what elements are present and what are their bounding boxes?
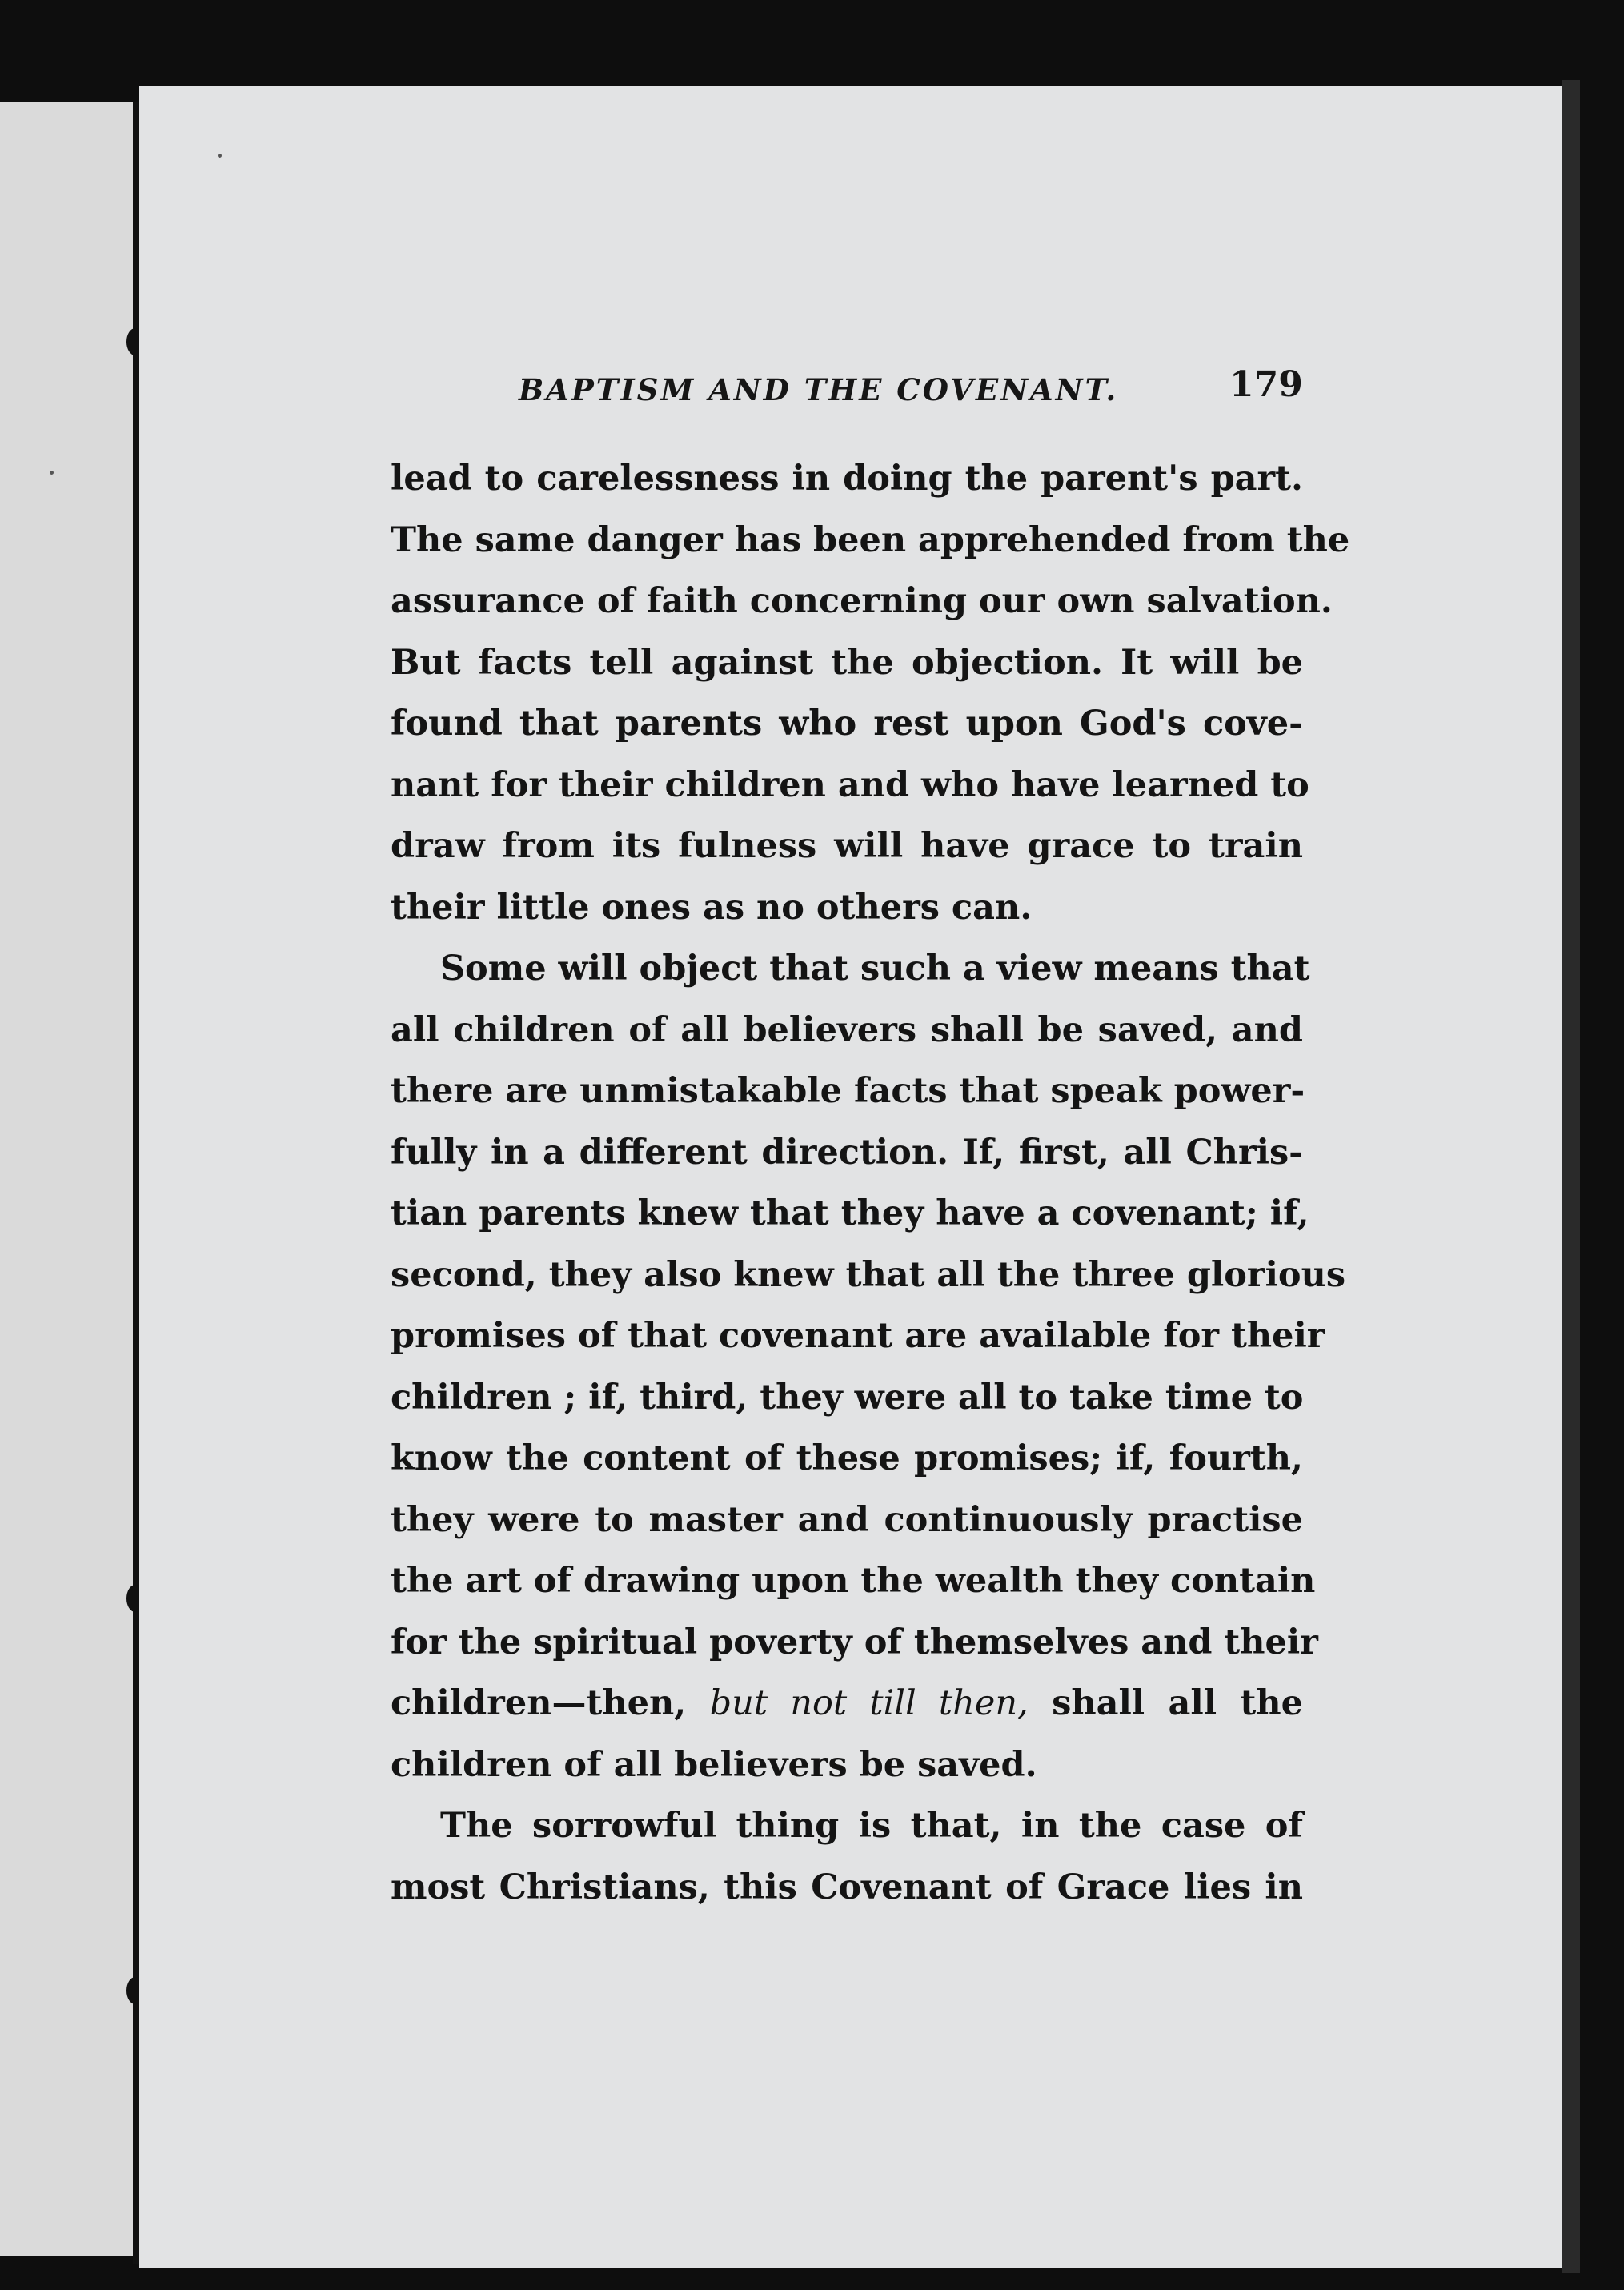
facing-page-edge [0, 102, 134, 2256]
text-line: for the spiritual poverty of themselves and their [391, 1622, 1318, 1662]
text-line: their little ones as no others can. [391, 887, 1033, 928]
text-line: nant for their children and who have learned to [391, 764, 1309, 805]
text-line: they were to master and continuously practise [391, 1499, 1303, 1540]
text-line: tian parents knew that they have a covenant; if, [391, 1193, 1309, 1233]
page-edge-shadow [1562, 80, 1580, 2273]
text-line: But facts tell against the objection. It will be [391, 642, 1303, 683]
text-segment: children—then, [391, 1683, 687, 1723]
text-line: know the content of these promises; if, fourth, [391, 1438, 1303, 1478]
text-line: all children of all believers shall be saved, and [391, 1009, 1303, 1050]
text-line: children of all believers be saved. [391, 1744, 1037, 1785]
body-text [391, 448, 1350, 1918]
book-spine [133, 102, 139, 2264]
text-line: there are unmistakable facts that speak power- [391, 1071, 1305, 1111]
text-line: found that parents who rest upon God's cove- [391, 704, 1303, 744]
text-line: The same danger has been apprehended from the [391, 519, 1350, 560]
page-number: 179 [1229, 364, 1303, 405]
text-line: fully in a different direction. If, first, all Chris- [391, 1132, 1303, 1173]
text-segment: shall all the [1052, 1683, 1303, 1723]
scan-speck [218, 154, 222, 158]
text-line: The sorrowful thing is that, in the case of [440, 1806, 1303, 1846]
italic-emphasis: but not till then, [709, 1683, 1029, 1723]
running-header [519, 364, 1303, 420]
text-line: second, they also knew that all the three glorious [391, 1254, 1346, 1295]
text-line-with-italic [391, 1673, 1303, 1735]
text-line: promises of that covenant are available for their [391, 1316, 1325, 1356]
text-line: draw from its fulness will have grace to train [391, 826, 1303, 866]
running-title: BAPTISM AND THE COVENANT. [519, 372, 1119, 407]
text-line: Some will object that such a view means that [440, 948, 1310, 989]
text-line: the art of drawing upon the wealth they contain [391, 1561, 1316, 1601]
text-line: assurance of faith concerning our own salvation. [391, 581, 1333, 621]
scan-speck [50, 471, 54, 475]
text-line: children ; if, third, they were all to take time to [391, 1377, 1304, 1418]
text-line: lead to carelessness in doing the parent's part. [391, 459, 1303, 499]
text-line: most Christians, this Covenant of Grace lies in [391, 1867, 1303, 1907]
